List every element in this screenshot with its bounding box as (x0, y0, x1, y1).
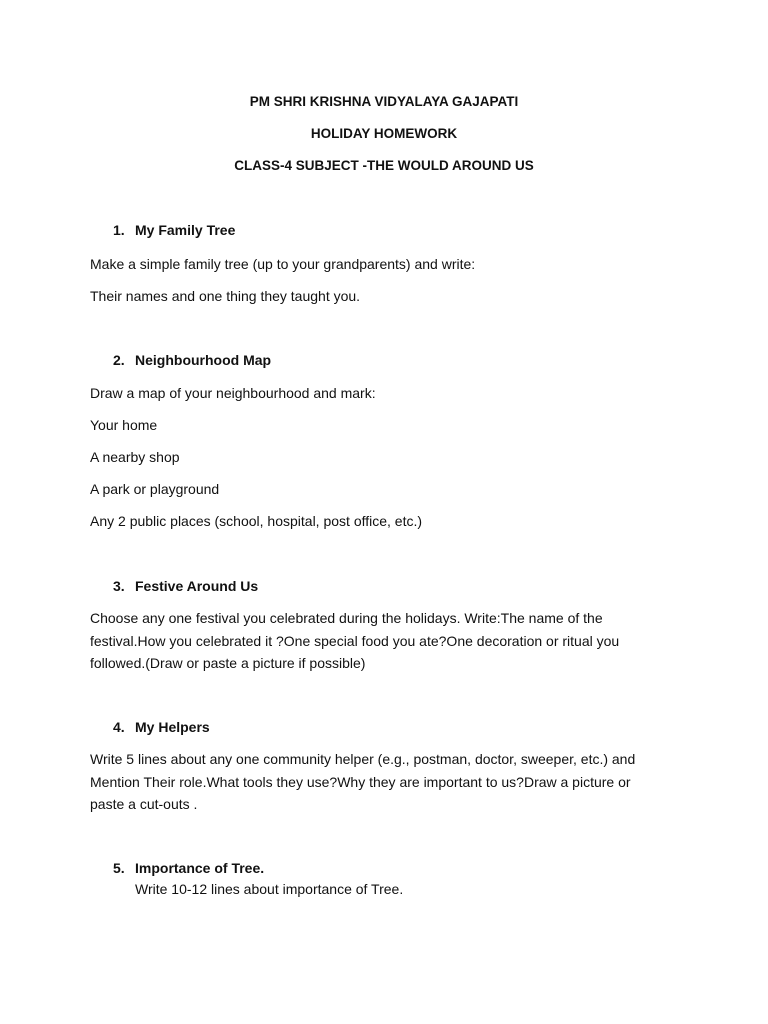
section-2-line-3: A nearby shop (90, 449, 180, 465)
section-4-number: 4. (113, 719, 125, 735)
section-2-number: 2. (113, 352, 125, 368)
section-3-heading (113, 578, 258, 594)
class-subject: CLASS-4 SUBJECT -THE WOULD AROUND US (234, 158, 534, 173)
section-1-heading (113, 222, 235, 238)
section-5-heading (113, 860, 264, 876)
section-3-number: 3. (113, 578, 125, 594)
section-2-heading (113, 352, 271, 368)
section-4-paragraph: Write 5 lines about any one community helper (e.g., postman, doctor, sweeper, etc.) and Mention Their role.What tools they use?Why they are important to us?Draw a picture or paste a cut-outs . (90, 751, 636, 812)
school-name: PM SHRI KRISHNA VIDYALAYA GAJAPATI (249, 94, 519, 109)
section-1-title: My Family Tree (135, 222, 236, 238)
section-2-line-4: A park or playground (90, 481, 220, 497)
section-2-line-5: Any 2 public places (school, hospital, post office, etc.) (90, 513, 423, 529)
section-3-title: Festive Around Us (135, 578, 259, 594)
section-5-line-1: Write 10-12 lines about importance of Tree. (135, 881, 404, 897)
section-4-title: My Helpers (135, 719, 210, 735)
section-5-title: Importance of Tree. (135, 860, 265, 876)
section-5-number: 5. (113, 860, 125, 876)
section-4-heading (113, 719, 210, 735)
section-2-title: Neighbourhood Map (135, 352, 272, 368)
section-1-line-2: Their names and one thing they taught you. (90, 288, 361, 304)
section-3-paragraph: Choose any one festival you celebrated during the holidays. Write:The name of the festival.How you celebrated it ?One special food you ate?One decoration or ritual you followed.(Draw or paste a picture if possible) (90, 610, 620, 671)
section-1-number: 1. (113, 222, 125, 238)
section-2-line-1: Draw a map of your neighbourhood and mark: (90, 385, 376, 401)
homework-title: HOLIDAY HOMEWORK (310, 126, 458, 141)
section-2-line-2: Your home (90, 417, 158, 433)
section-1-line-1: Make a simple family tree (up to your grandparents) and write: (90, 256, 476, 272)
